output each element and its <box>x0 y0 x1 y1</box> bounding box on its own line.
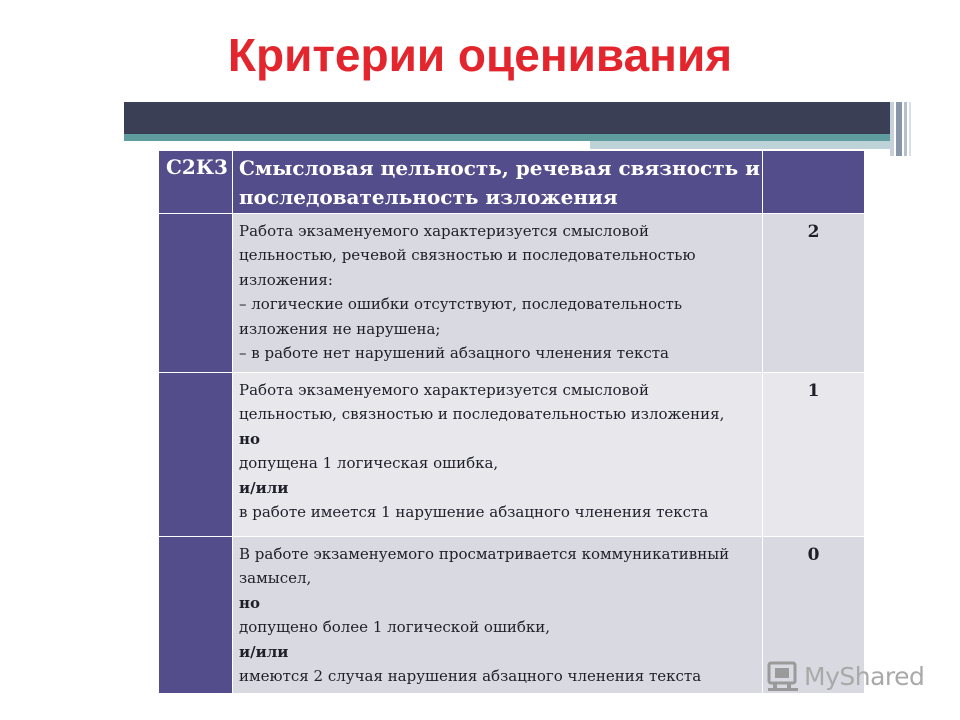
description-line: изложения не нарушена; <box>239 319 441 338</box>
description-line: в работе имеется 1 нарушение абзацного членения текста <box>239 503 709 522</box>
description-line: цельностью, связностью и последовательностью изложения, <box>239 405 725 424</box>
row-score: 0 <box>763 537 865 694</box>
row-code-cell <box>159 214 233 373</box>
description-line: – в работе нет нарушений абзацного членения текста <box>239 344 669 363</box>
criterion-title-line: последовательность изложения <box>239 185 618 209</box>
description-line: цельностью, речевой связностью и последовательностью <box>239 246 696 265</box>
row-score: 2 <box>763 214 865 373</box>
description-line: допущена 1 логическая ошибка, <box>239 454 499 473</box>
decor-stripe <box>896 102 902 156</box>
table-header-row <box>159 151 865 214</box>
row-code-cell <box>159 537 233 694</box>
table-row <box>159 214 865 373</box>
myshared-watermark <box>766 657 926 695</box>
table-row <box>159 537 865 694</box>
description-line: и/или <box>239 478 289 497</box>
row-code-cell <box>159 373 233 537</box>
description-line: и/или <box>239 642 289 661</box>
row-description <box>233 214 763 373</box>
header-bar-teal-light <box>590 141 890 149</box>
description-line: имеются 2 случая нарушения абзацного членения текста <box>239 667 702 686</box>
row-description <box>233 537 763 694</box>
myshared-logo-icon <box>766 659 800 693</box>
slide-title: Критерии оценивания <box>227 29 733 81</box>
decor-stripe <box>890 102 894 156</box>
header-bar-dark <box>124 102 890 134</box>
header-bar-teal <box>124 134 890 141</box>
criteria-table <box>158 150 865 694</box>
criterion-title <box>233 151 763 214</box>
description-line: допущено более 1 логической ошибки, <box>239 618 551 637</box>
table-row <box>159 373 865 537</box>
decor-stripe <box>909 102 911 156</box>
description-line: но <box>239 593 260 612</box>
score-header <box>763 151 865 214</box>
criterion-title-line: Смысловая цельность, речевая связность и <box>239 156 760 180</box>
description-line: В работе экзаменуемого просматривается коммуникативный <box>239 545 730 563</box>
row-score: 1 <box>763 373 865 537</box>
description-line: – логические ошибки отсутствуют, последовательность <box>239 295 683 314</box>
watermark-text: MyShared <box>804 661 925 691</box>
row-description <box>233 373 763 537</box>
decor-stripe <box>904 102 907 156</box>
description-line: замысел, <box>239 569 312 588</box>
description-line: но <box>239 429 260 448</box>
criterion-code: С2К3 <box>159 151 233 214</box>
description-line: Работа экзаменуемого характеризуется смысловой <box>239 381 649 399</box>
description-line: изложения: <box>239 270 333 289</box>
description-line: Работа экзаменуемого характеризуется смысловой <box>239 222 649 240</box>
